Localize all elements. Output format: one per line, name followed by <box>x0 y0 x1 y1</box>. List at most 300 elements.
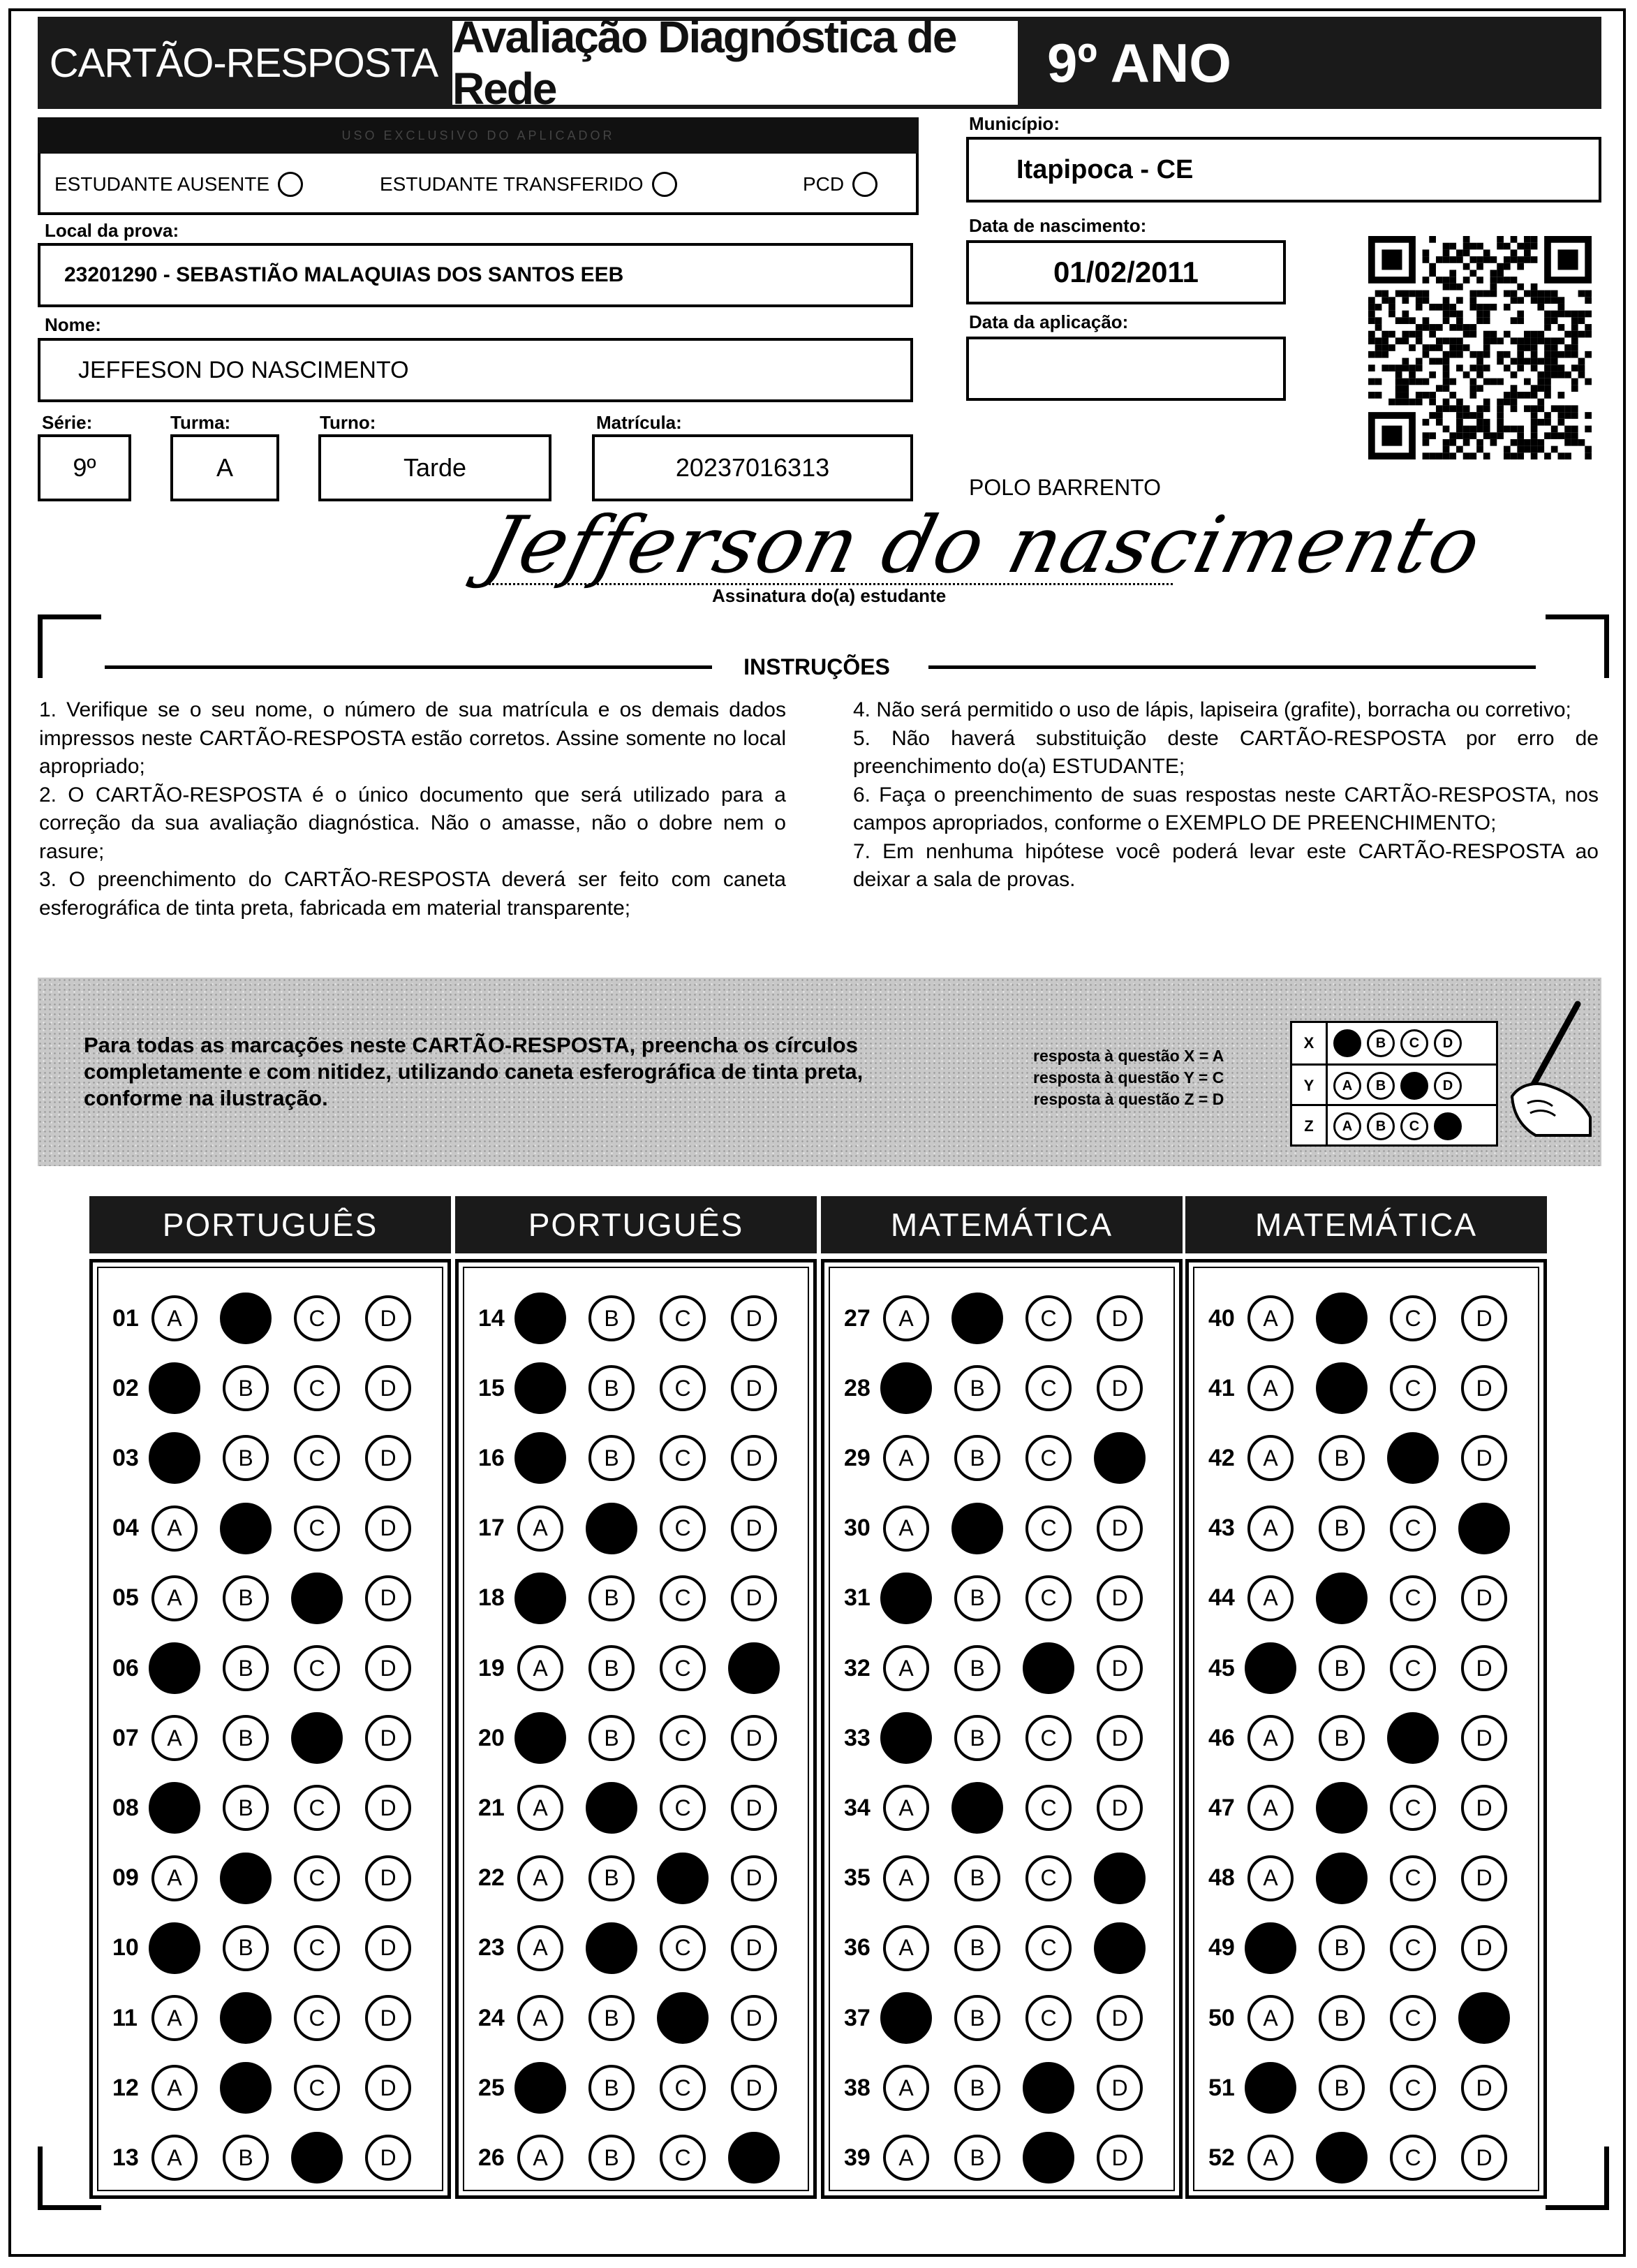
answer-bubble[interactable]: D <box>1097 1365 1143 1411</box>
answer-bubble[interactable]: C <box>1025 1995 1072 2041</box>
answer-bubble[interactable]: D <box>1097 1505 1143 1552</box>
question-row <box>844 1710 1168 1766</box>
instructions-right <box>853 696 1599 894</box>
question-row <box>1208 1710 1532 1766</box>
answer-bubble[interactable]: B <box>588 1715 635 1761</box>
answer-bubble[interactable]: C <box>294 1365 340 1411</box>
answer-bubble[interactable]: A <box>514 1362 566 1414</box>
question-row <box>844 1290 1168 1346</box>
question-number: 11 <box>112 2004 138 2031</box>
question-number: 16 <box>478 1444 505 1471</box>
answer-bubble[interactable]: A <box>151 2135 198 2181</box>
answer-bubble[interactable]: D <box>1461 1855 1507 1901</box>
question-row <box>1208 1290 1532 1346</box>
answer-bubble[interactable]: C <box>1025 1505 1072 1552</box>
answer-bubble[interactable]: B <box>220 1293 272 1344</box>
answer-bubble[interactable]: C <box>660 1785 706 1831</box>
answer-bubble[interactable]: A <box>151 1715 198 1761</box>
answer-bubble[interactable]: D <box>731 1925 777 1971</box>
answer-bubble[interactable]: D <box>1097 1995 1143 2041</box>
answer-bubble[interactable]: B <box>1319 1715 1365 1761</box>
local-label: Local da prova: <box>45 220 179 241</box>
question-number: 08 <box>112 1794 139 1821</box>
answer-bubble[interactable]: A <box>151 1295 198 1341</box>
answer-bubble[interactable]: C <box>660 2135 706 2181</box>
answer-bubble[interactable]: A <box>883 1645 929 1691</box>
answer-bubble[interactable]: A <box>880 1712 932 1764</box>
answer-bubble[interactable]: A <box>517 2135 563 2181</box>
example-bubble: D <box>1434 1112 1462 1140</box>
answer-bubble[interactable]: D <box>365 1505 411 1552</box>
answer-bubble[interactable]: A <box>883 1785 929 1831</box>
question-number: 19 <box>478 1654 505 1681</box>
answer-bubble[interactable]: A <box>1247 1435 1294 1481</box>
instructions-title: INSTRUÇÕES <box>743 654 890 679</box>
instruction-item: 6. Faça o preenchimento de suas respostas neste CARTÃO-RESPOSTA, nos campos apropriados, conforme o EXEMPLO DE PREENCHIMENTO; <box>853 783 1599 834</box>
example-key: Z <box>1292 1106 1328 1147</box>
answer-bubble[interactable]: D <box>1461 1785 1507 1831</box>
answer-bubble[interactable]: D <box>365 1855 411 1901</box>
answer-bubble[interactable]: B <box>1319 1645 1365 1691</box>
answer-bubble[interactable]: B <box>588 1365 635 1411</box>
answer-bubble[interactable]: B <box>588 1855 635 1901</box>
question-number: 22 <box>478 1864 505 1892</box>
example-legend <box>1033 1045 1224 1110</box>
answer-bubble[interactable]: D <box>731 2065 777 2111</box>
answer-bubble[interactable]: D <box>1097 2065 1143 2111</box>
answer-bubble[interactable]: C <box>1025 1925 1072 1971</box>
municipio-field <box>966 137 1601 202</box>
municipio-value: Itapipoca - CE <box>1016 154 1194 184</box>
answer-bubble[interactable]: B <box>954 2065 1000 2111</box>
answer-bubble[interactable]: A <box>517 1785 563 1831</box>
answer-bubble[interactable]: C <box>660 2065 706 2111</box>
answer-bubble[interactable]: B <box>223 1645 269 1691</box>
answer-bubble[interactable]: A <box>517 1995 563 2041</box>
answer-bubble[interactable]: C <box>657 1992 709 2044</box>
answer-bubble[interactable]: B <box>954 1855 1000 1901</box>
answer-bubble[interactable]: C <box>1025 1715 1072 1761</box>
answer-bubble[interactable]: C <box>1023 2132 1074 2184</box>
answer-bubble[interactable]: C <box>1390 1295 1436 1341</box>
question-row <box>478 1990 802 2046</box>
answer-bubble[interactable]: C <box>294 1925 340 1971</box>
answer-bubble[interactable]: B <box>220 2062 272 2114</box>
question-number: 24 <box>478 2004 505 2031</box>
answer-bubble[interactable]: C <box>1025 1295 1072 1341</box>
question-number: 46 <box>1208 1724 1235 1751</box>
answer-bubble[interactable]: C <box>660 1435 706 1481</box>
answer-bubble[interactable]: A <box>517 1855 563 1901</box>
answer-bubble[interactable]: D <box>1097 1645 1143 1691</box>
answer-bubble[interactable]: B <box>586 1922 637 1974</box>
question-row <box>112 1640 436 1696</box>
answer-bubble[interactable]: C <box>1390 1855 1436 1901</box>
answer-bubble[interactable]: C <box>1390 1505 1436 1552</box>
answer-bubble[interactable]: D <box>728 2132 780 2184</box>
answer-bubble[interactable]: D <box>1097 2135 1143 2181</box>
answer-bubble[interactable]: B <box>1316 1853 1368 1904</box>
answer-bubble[interactable]: A <box>517 1645 563 1691</box>
answer-bubble[interactable]: C <box>1390 1995 1436 2041</box>
instruction-item: 4. Não será permitido o uso de lápis, lapiseira (grafite), borracha ou corretivo; <box>853 698 1571 721</box>
question-row <box>1208 2060 1532 2116</box>
card-title: CARTÃO-RESPOSTA <box>49 40 438 86</box>
answer-bubble[interactable]: D <box>1094 1853 1146 1904</box>
question-number: 10 <box>112 1934 139 1961</box>
answer-bubble[interactable]: B <box>954 1645 1000 1691</box>
instructions-left <box>39 696 786 922</box>
answer-bubble[interactable]: D <box>365 1645 411 1691</box>
answer-bubble[interactable]: C <box>294 1295 340 1341</box>
answer-bubble[interactable]: C <box>1390 2065 1436 2111</box>
question-row <box>1208 1501 1532 1556</box>
answer-bubble[interactable]: D <box>1461 1365 1507 1411</box>
turno-field <box>318 434 551 501</box>
answer-bubble[interactable]: A <box>883 1435 929 1481</box>
answer-bubble[interactable]: D <box>1458 1503 1510 1554</box>
answer-bubble[interactable]: C <box>660 1365 706 1411</box>
example-key: Y <box>1292 1066 1328 1106</box>
question-row <box>844 1920 1168 1976</box>
answer-bubble[interactable]: B <box>588 2135 635 2181</box>
answer-bubble[interactable]: D <box>731 1505 777 1552</box>
answer-bubble[interactable]: A <box>514 1712 566 1764</box>
pcd-option[interactable] <box>803 172 877 197</box>
answer-bubble[interactable]: C <box>1390 2135 1436 2181</box>
answer-bubble[interactable]: D <box>731 1785 777 1831</box>
signature-label: Assinatura do(a) estudante <box>712 585 947 606</box>
answer-bubble[interactable]: B <box>223 1785 269 1831</box>
local-field <box>38 243 913 307</box>
answer-bubble[interactable]: B <box>1316 1782 1368 1834</box>
answer-bubble[interactable]: A <box>149 1642 200 1694</box>
question-row <box>844 1780 1168 1836</box>
answer-bubble[interactable]: B <box>954 1995 1000 2041</box>
answer-bubble[interactable]: A <box>883 2065 929 2111</box>
answer-bubble[interactable]: B <box>1319 1925 1365 1971</box>
answer-bubble[interactable]: B <box>1316 1293 1368 1344</box>
answer-bubble[interactable]: C <box>291 1712 343 1764</box>
answer-bubble[interactable]: B <box>588 1435 635 1481</box>
question-number: 23 <box>478 1934 505 1961</box>
answer-bubble[interactable]: C <box>1390 1645 1436 1691</box>
answer-bubble[interactable]: D <box>731 1995 777 2041</box>
answer-bubble[interactable]: D <box>731 1365 777 1411</box>
example-bubble: A <box>1333 1112 1361 1140</box>
transferred-option[interactable] <box>380 172 677 197</box>
question-row <box>1208 1640 1532 1696</box>
section-box <box>821 1259 1183 2199</box>
transferred-circle[interactable] <box>652 172 677 197</box>
question-row <box>112 1501 436 1556</box>
question-row <box>1208 2130 1532 2186</box>
answer-bubble[interactable]: C <box>1390 1365 1436 1411</box>
question-number: 44 <box>1208 1584 1235 1612</box>
answer-bubble[interactable]: A <box>149 1782 200 1834</box>
answer-bubble[interactable]: C <box>1390 1575 1436 1621</box>
answer-bubble[interactable]: D <box>1458 1992 1510 2044</box>
answer-bubble[interactable]: C <box>1387 1712 1439 1764</box>
answer-bubble[interactable]: A <box>514 1573 566 1624</box>
answer-bubble[interactable]: B <box>1319 1435 1365 1481</box>
legend-line: resposta à questão Y = C <box>1033 1068 1224 1087</box>
answer-bubble[interactable]: A <box>151 1995 198 2041</box>
question-row <box>112 1430 436 1486</box>
answer-bubble[interactable]: A <box>883 1505 929 1552</box>
answer-bubble[interactable]: D <box>731 1435 777 1481</box>
answer-bubble[interactable]: A <box>883 2135 929 2181</box>
question-number: 27 <box>844 1304 871 1332</box>
answer-bubble[interactable]: A <box>1247 1995 1294 2041</box>
question-number: 30 <box>844 1515 871 1542</box>
example-row <box>1292 1063 1496 1106</box>
answer-bubble[interactable]: A <box>1247 2135 1294 2181</box>
answer-bubble[interactable]: D <box>365 2065 411 2111</box>
answer-bubble[interactable]: B <box>223 1575 269 1621</box>
polo-label: POLO BARRENTO <box>969 475 1162 500</box>
question-number: 39 <box>844 2144 871 2171</box>
nascimento-field <box>966 240 1286 304</box>
question-number: 47 <box>1208 1794 1235 1821</box>
serie-label: Série: <box>42 412 93 433</box>
answer-bubble[interactable]: C <box>1025 1785 1072 1831</box>
answer-bubble[interactable]: C <box>660 1925 706 1971</box>
answer-bubble[interactable]: A <box>883 1925 929 1971</box>
question-number: 13 <box>112 2144 139 2171</box>
instruction-item: 7. Em nenhuma hipótese você poderá levar este CARTÃO-RESPOSTA ao deixar a sala de provas. <box>853 839 1599 891</box>
answer-bubble[interactable]: B <box>951 1503 1003 1554</box>
answer-bubble[interactable]: B <box>954 1715 1000 1761</box>
answer-bubble[interactable]: C <box>294 1435 340 1481</box>
answer-bubble[interactable]: A <box>517 1925 563 1971</box>
answer-bubble[interactable]: A <box>1247 1365 1294 1411</box>
absent-label: ESTUDANTE AUSENTE <box>54 173 270 195</box>
answer-bubble[interactable]: A <box>514 1293 566 1344</box>
answer-bubble[interactable]: A <box>149 1922 200 1974</box>
question-number: 07 <box>112 1724 139 1751</box>
answer-bubble[interactable]: D <box>728 1642 780 1694</box>
answer-bubble[interactable]: C <box>294 1855 340 1901</box>
answer-bubble[interactable]: D <box>731 1575 777 1621</box>
answer-bubble[interactable]: B <box>223 1715 269 1761</box>
answer-bubble[interactable]: B <box>954 1925 1000 1971</box>
answer-bubble[interactable]: A <box>880 1362 932 1414</box>
answer-bubble[interactable]: B <box>1319 2065 1365 2111</box>
answer-bubble[interactable]: D <box>1094 1432 1146 1484</box>
pen-hand-icon <box>1487 999 1592 1138</box>
answer-bubble[interactable]: C <box>1025 1855 1072 1901</box>
question-row <box>112 1920 436 1976</box>
answer-bubble[interactable]: B <box>1319 1995 1365 2041</box>
answer-bubble[interactable]: A <box>1247 1855 1294 1901</box>
matricula-value: 20237016313 <box>675 453 830 482</box>
answer-bubble[interactable]: A <box>514 1432 566 1484</box>
question-number: 12 <box>112 2074 139 2101</box>
answer-bubble[interactable]: A <box>1247 1785 1294 1831</box>
question-row <box>844 2130 1168 2186</box>
answer-bubble[interactable]: D <box>1461 1575 1507 1621</box>
answer-bubble[interactable]: B <box>223 1435 269 1481</box>
answer-bubble[interactable]: C <box>1390 1785 1436 1831</box>
answer-bubble[interactable]: A <box>883 1295 929 1341</box>
answer-bubble[interactable]: B <box>588 2065 635 2111</box>
answer-bubble[interactable]: A <box>1247 1505 1294 1552</box>
serie-value: 9º <box>73 453 96 482</box>
pcd-circle[interactable] <box>852 172 877 197</box>
answer-bubble[interactable]: B <box>1319 1505 1365 1552</box>
answer-bubble[interactable]: C <box>660 1715 706 1761</box>
question-row <box>1208 1920 1532 1976</box>
answer-bubble[interactable]: C <box>294 1645 340 1691</box>
answer-bubble[interactable]: A <box>1247 1575 1294 1621</box>
local-value: 23201290 - SEBASTIÃO MALAQUIAS DOS SANTOS EEB <box>64 263 624 286</box>
answer-bubble[interactable]: D <box>1461 1645 1507 1691</box>
answer-bubble[interactable]: B <box>588 1575 635 1621</box>
answer-bubble[interactable]: B <box>220 1503 272 1554</box>
question-number: 18 <box>478 1584 505 1612</box>
question-number: 01 <box>112 1304 139 1332</box>
answer-bubble[interactable]: D <box>365 1925 411 1971</box>
answer-bubble[interactable]: B <box>951 1782 1003 1834</box>
answer-bubble[interactable]: C <box>294 1995 340 2041</box>
answer-bubble[interactable]: B <box>588 1645 635 1691</box>
answer-bubble[interactable]: C <box>1025 1365 1072 1411</box>
nome-value: JEFFESON DO NASCIMENTO <box>78 356 409 383</box>
answer-bubble[interactable]: D <box>731 1715 777 1761</box>
question-number: 36 <box>844 1934 871 1961</box>
answer-bubble[interactable]: C <box>1390 1925 1436 1971</box>
answer-bubble[interactable]: A <box>151 1505 198 1552</box>
answer-bubble[interactable]: D <box>365 1575 411 1621</box>
answer-bubble[interactable]: C <box>294 1505 340 1552</box>
answer-bubble[interactable]: B <box>223 1925 269 1971</box>
answer-bubble[interactable]: A <box>1245 1642 1296 1694</box>
question-number: 48 <box>1208 1864 1235 1892</box>
example-key: X <box>1292 1023 1328 1063</box>
answer-bubble[interactable]: D <box>1461 1295 1507 1341</box>
answer-bubble[interactable]: B <box>220 1992 272 2044</box>
answer-bubble[interactable]: D <box>1461 2135 1507 2181</box>
answer-bubble[interactable]: A <box>517 1505 563 1552</box>
answer-bubble[interactable]: C <box>291 2132 343 2184</box>
answer-bubble[interactable]: B <box>588 1995 635 2041</box>
answer-bubble[interactable]: B <box>954 1365 1000 1411</box>
answer-bubble[interactable]: C <box>291 1573 343 1624</box>
answer-bubble[interactable]: A <box>1245 1922 1296 1974</box>
answer-bubble[interactable]: C <box>1025 1435 1072 1481</box>
question-row <box>1208 1990 1532 2046</box>
answer-bubble[interactable]: B <box>586 1782 637 1834</box>
answer-bubble[interactable]: D <box>1097 1785 1143 1831</box>
answer-bubble[interactable]: B <box>1316 1362 1368 1414</box>
answer-bubble[interactable]: A <box>883 1855 929 1901</box>
question-number: 35 <box>844 1864 871 1892</box>
answer-bubble[interactable]: C <box>660 1295 706 1341</box>
answer-bubble[interactable]: A <box>151 1575 198 1621</box>
answer-bubble[interactable]: C <box>294 1785 340 1831</box>
answer-bubble[interactable]: C <box>294 2065 340 2111</box>
question-row <box>112 1710 436 1766</box>
pcd-label: PCD <box>803 173 845 195</box>
question-number: 40 <box>1208 1304 1235 1332</box>
answer-bubble[interactable]: C <box>1023 2062 1074 2114</box>
question-number: 05 <box>112 1584 139 1612</box>
answer-bubble[interactable]: C <box>660 1575 706 1621</box>
answer-bubble[interactable]: D <box>731 1295 777 1341</box>
answer-bubble[interactable]: D <box>1461 1925 1507 1971</box>
answer-bubble[interactable]: D <box>1097 1295 1143 1341</box>
answer-bubble[interactable]: A <box>514 2062 566 2114</box>
answer-bubble[interactable]: B <box>1316 1573 1368 1624</box>
turma-field <box>170 434 279 501</box>
instructions-rule <box>105 665 712 669</box>
answer-bubble[interactable]: B <box>586 1503 637 1554</box>
question-row <box>844 1990 1168 2046</box>
answer-bubble[interactable]: B <box>954 1575 1000 1621</box>
answer-bubble[interactable]: A <box>880 1992 932 2044</box>
answer-bubble[interactable]: B <box>954 2135 1000 2181</box>
example-row <box>1292 1023 1496 1063</box>
answer-bubble[interactable]: A <box>149 1432 200 1484</box>
answer-bubble[interactable]: A <box>149 1362 200 1414</box>
answer-bubble[interactable]: C <box>1387 1432 1439 1484</box>
absent-circle[interactable] <box>278 172 303 197</box>
answer-bubble[interactable]: C <box>1025 1575 1072 1621</box>
answer-bubble[interactable]: C <box>657 1853 709 1904</box>
answer-bubble[interactable]: D <box>731 1855 777 1901</box>
instruction-item: 1. Verifique se o seu nome, o número de sua matrícula e os demais dados impressos neste CARTÃO-RESPOSTA estão corretos. Assine somente no local apropriado; <box>39 698 786 778</box>
answer-bubble[interactable]: D <box>1097 1715 1143 1761</box>
answer-bubble[interactable]: C <box>660 1645 706 1691</box>
question-row <box>112 1290 436 1346</box>
answer-bubble[interactable]: D <box>365 1365 411 1411</box>
answer-bubble[interactable]: A <box>1247 1295 1294 1341</box>
answer-bubble[interactable]: D <box>1097 1575 1143 1621</box>
answer-bubble[interactable]: B <box>223 1365 269 1411</box>
question-row <box>112 1570 436 1626</box>
question-number: 15 <box>478 1374 505 1401</box>
answer-bubble[interactable]: C <box>1023 1642 1074 1694</box>
answer-bubble[interactable]: D <box>1461 1715 1507 1761</box>
answer-bubble[interactable]: B <box>1316 2132 1368 2184</box>
answer-bubble[interactable]: A <box>151 2065 198 2111</box>
answer-bubble[interactable]: B <box>951 1293 1003 1344</box>
answer-bubble[interactable]: D <box>365 1715 411 1761</box>
answer-bubble[interactable]: D <box>1461 1435 1507 1481</box>
example-row <box>1292 1104 1496 1147</box>
answer-bubble[interactable]: B <box>954 1435 1000 1481</box>
absent-option[interactable] <box>54 172 303 197</box>
answer-bubble[interactable]: C <box>660 1505 706 1552</box>
answer-bubble[interactable]: A <box>880 1573 932 1624</box>
section-title: MATEMÁTICA <box>821 1196 1183 1253</box>
answer-bubble[interactable]: D <box>1461 2065 1507 2111</box>
answer-bubble[interactable]: A <box>151 1855 198 1901</box>
answer-bubble[interactable]: A <box>1247 1715 1294 1761</box>
answer-bubble[interactable]: B <box>223 2135 269 2181</box>
answer-bubble[interactable]: A <box>1245 2062 1296 2114</box>
answer-bubble[interactable]: D <box>365 1295 411 1341</box>
answer-bubble[interactable]: D <box>365 1785 411 1831</box>
answer-bubble[interactable]: D <box>365 1435 411 1481</box>
answer-bubble[interactable]: D <box>365 2135 411 2181</box>
answer-bubble[interactable]: D <box>1094 1922 1146 1974</box>
answer-bubble[interactable]: D <box>365 1995 411 2041</box>
answer-bubble[interactable]: B <box>588 1295 635 1341</box>
answer-bubble[interactable]: B <box>220 1853 272 1904</box>
question-row <box>112 2060 436 2116</box>
